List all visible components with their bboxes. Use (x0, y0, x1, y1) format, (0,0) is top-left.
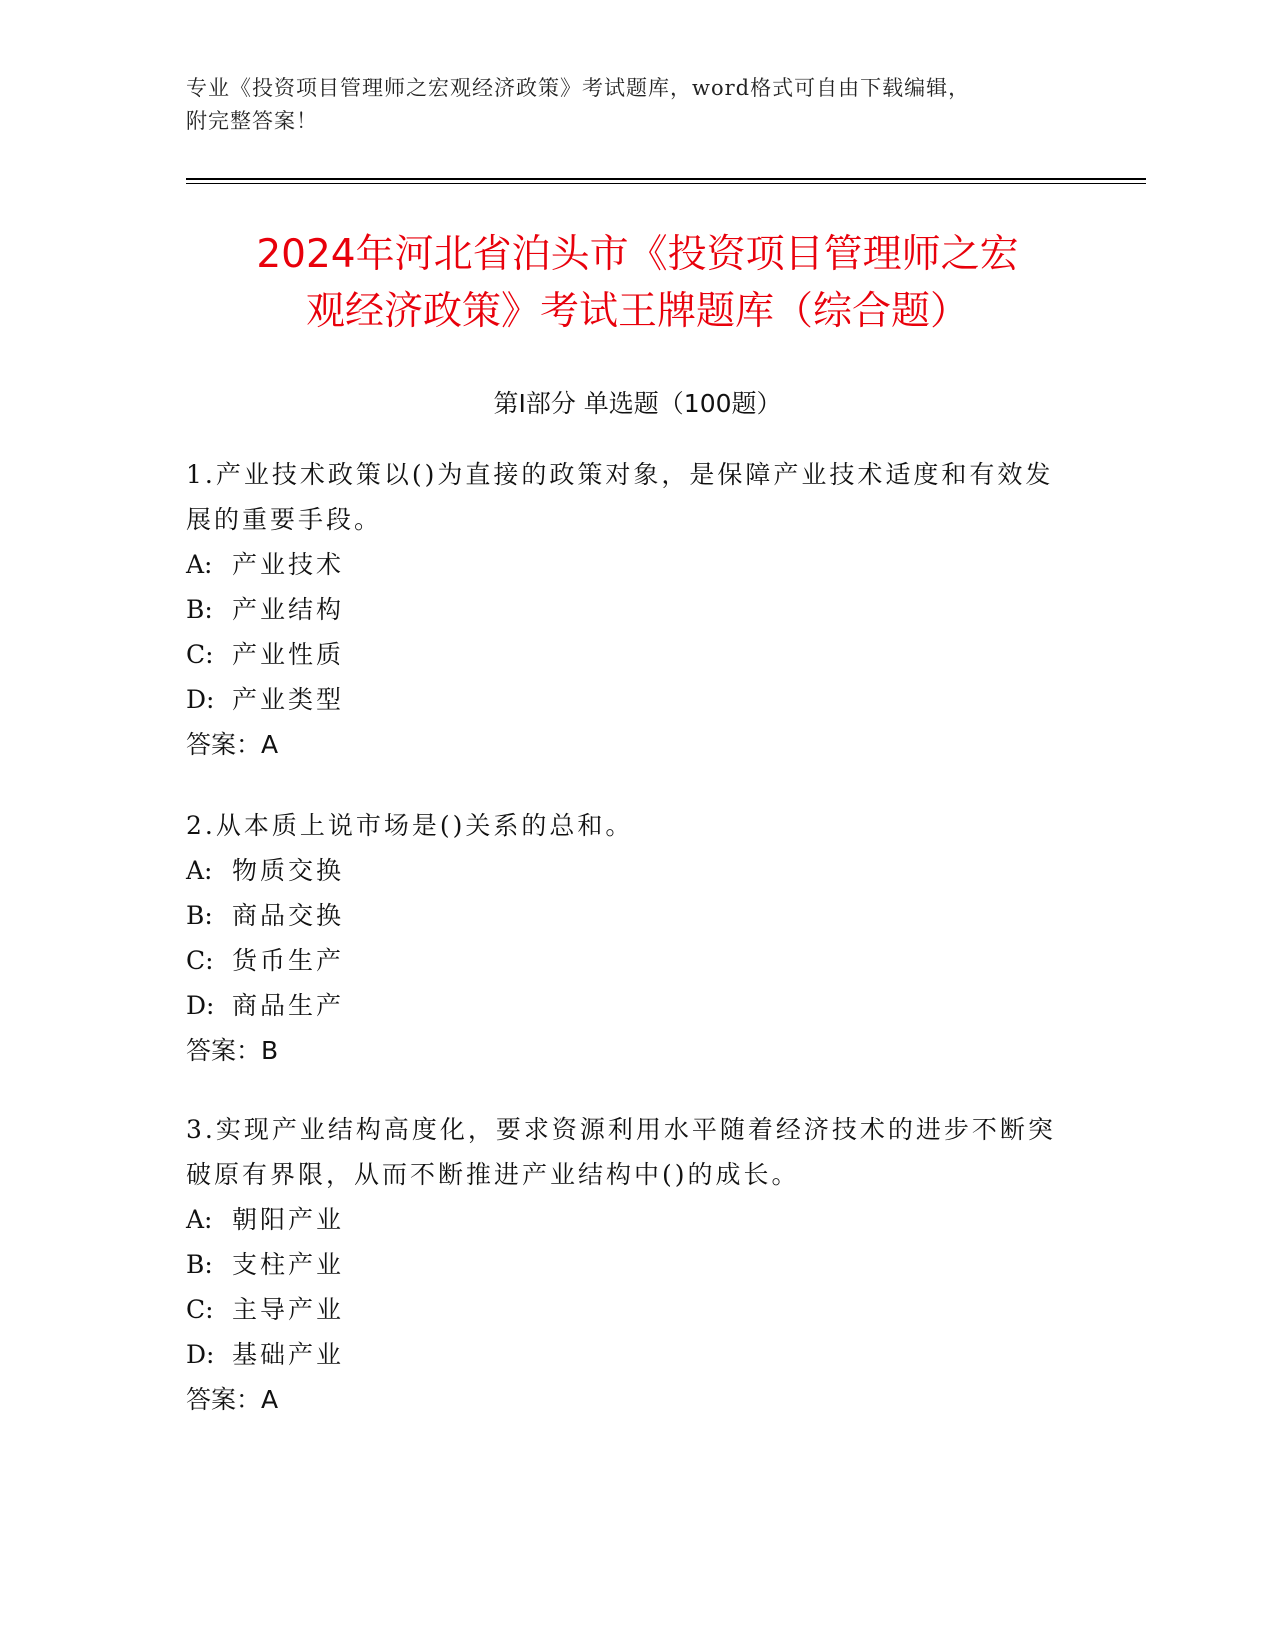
question-stem: 2.从本质上说市场是()关系的总和。 (186, 811, 634, 840)
question-3 (186, 1107, 1066, 1422)
option-text: 产业结构 (232, 595, 345, 624)
option-b (186, 893, 1066, 938)
option-b (186, 1242, 1066, 1287)
header-line-2: 附完整答案！ (186, 109, 318, 133)
option-d (186, 1332, 1066, 1377)
header-rule-thick (186, 178, 1146, 180)
option-a (186, 848, 1066, 893)
option-text: 产业类型 (232, 685, 345, 714)
option-b (186, 587, 1066, 632)
option-text: 物质交换 (232, 856, 345, 885)
option-label: D: (186, 685, 215, 714)
option-text: 朝阳产业 (232, 1205, 345, 1234)
option-text: 基础产业 (232, 1340, 345, 1369)
option-label: B: (186, 1250, 213, 1279)
option-text: 货币生产 (232, 946, 345, 975)
option-label: A: (186, 1205, 213, 1234)
answer: 答案：B (186, 1036, 279, 1065)
option-c (186, 1287, 1066, 1332)
question-stem: 3.实现产业结构高度化，要求资源利用水平随着经济技术的进步不断突破原有界限，从而不断推进产业结构中()的成长。 (186, 1115, 1056, 1189)
option-a (186, 542, 1066, 587)
option-text: 产业技术 (232, 550, 345, 579)
option-label: C: (186, 1295, 214, 1324)
option-label: D: (186, 991, 215, 1020)
header-rule-thin (186, 183, 1146, 184)
option-label: B: (186, 901, 213, 930)
option-a (186, 1197, 1066, 1242)
option-c (186, 632, 1066, 677)
document-header (186, 72, 1086, 138)
option-text: 商品交换 (232, 901, 345, 930)
option-label: C: (186, 946, 214, 975)
answer: 答案：A (186, 730, 279, 759)
title-line-1: 2024年河北省泊头市《投资项目管理师之宏 (256, 232, 1019, 277)
option-d (186, 983, 1066, 1028)
option-label: B: (186, 595, 213, 624)
option-label: C: (186, 640, 214, 669)
option-c (186, 938, 1066, 983)
option-text: 产业性质 (232, 640, 345, 669)
question-stem: 1.产业技术政策以()为直接的政策对象，是保障产业技术适度和有效发展的重要手段。 (186, 460, 1054, 534)
option-label: D: (186, 1340, 215, 1369)
option-text: 支柱产业 (232, 1250, 345, 1279)
option-d (186, 677, 1066, 722)
question-1 (186, 452, 1066, 767)
title-line-2: 观经济政策》考试王牌题库（综合题） (305, 289, 969, 334)
header-line-1: 专业《投资项目管理师之宏观经济政策》考试题库，word格式可自由下载编辑， (186, 76, 971, 100)
option-text: 商品生产 (232, 991, 345, 1020)
option-label: A: (186, 856, 213, 885)
option-text: 主导产业 (232, 1295, 345, 1324)
section-heading: 第Ⅰ部分 单选题（100题） (493, 389, 782, 418)
question-2 (186, 803, 1066, 1073)
page-title (150, 226, 1125, 340)
option-label: A: (186, 550, 213, 579)
answer: 答案：A (186, 1385, 279, 1414)
